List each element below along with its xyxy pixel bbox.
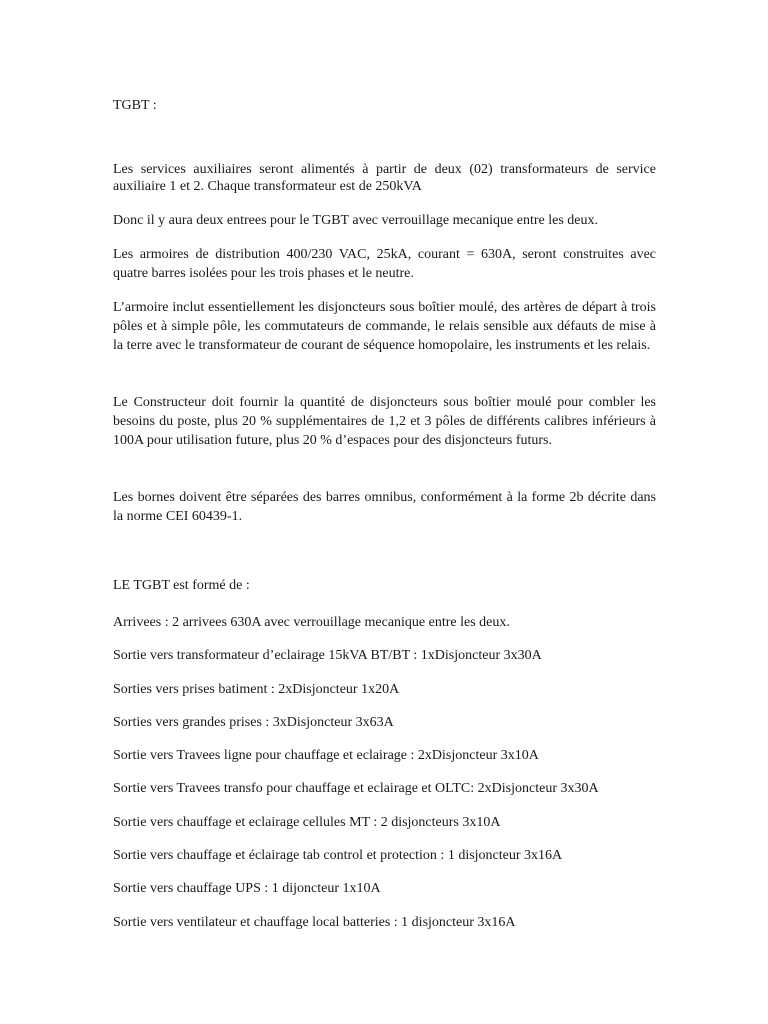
list-item: Sorties vers prises batiment : 2xDisjoncteur 1x20A	[113, 681, 400, 697]
list-item: Sortie vers chauffage UPS : 1 dijoncteur 1x10A	[113, 881, 381, 897]
paragraph-terminals: Les bornes doivent être séparées des barres omnibus, conformément à la forme 2b décrite dans la norme CEI 60439-1.	[113, 490, 656, 524]
list-item: Arrivees : 2 arrivees 630A avec verrouillage mecanique entre les deux.	[113, 615, 510, 630]
paragraph-constructor-requirements: Le Constructeur doit fournir la quantité de disjoncteurs sous boîtier moulé pour combler les besoins du poste, plus 20 % supplémentaires de 1,2 et 3 pôles de différents calibres inférieurs à 100A pour utilisation future, plus 20 % d’espaces pour des disjoncteurs futurs.	[113, 395, 656, 448]
list-item: Sortie vers transformateur d’eclairage 15kVA BT/BT : 1xDisjoncteur 3x30A	[113, 648, 542, 664]
paragraph-entries: Donc il y aura deux entrees pour le TGBT avec verrouillage mecanique entre les deux.	[113, 213, 599, 228]
list-item: Sortie vers Travees ligne pour chauffage et eclairage : 2xDisjoncteur 3x10A	[113, 748, 539, 764]
list-item: Sortie vers chauffage et eclairage cellules MT : 2 disjoncteurs 3x10A	[113, 814, 501, 830]
list-item: Sortie vers chauffage et éclairage tab control et protection : 1 disjoncteur 3x16A	[113, 848, 563, 864]
paragraph-cabinet-contents: L’armoire inclut essentiellement les disjoncteurs sous boîtier moulé, des artères de départ à trois pôles et à simple pôle, les commutateurs de commande, le relais sensible aux défauts de mise à la terre avec le transformateur de courant de séquence homopolaire, les instruments et les relais.	[113, 300, 656, 353]
composition-list	[113, 614, 599, 947]
paragraph-auxiliary-services: Les services auxiliaires seront alimentés à partir de deux (02) transformateurs de service auxiliaire 1 et 2. Chaque transformateur est de 250kVA	[113, 162, 656, 194]
document-heading: TGBT :	[113, 98, 157, 113]
list-item: Sortie vers ventilateur et chauffage local batteries : 1 disjoncteur 3x16A	[113, 914, 516, 930]
list-item: Sorties vers grandes prises : 3xDisjoncteur 3x63A	[113, 714, 394, 730]
composition-heading: LE TGBT est formé de :	[113, 578, 250, 593]
list-item: Sortie vers Travees transfo pour chauffage et eclairage et OLTC: 2xDisjoncteur 3x30A	[113, 781, 599, 797]
paragraph-distribution-cabinets: Les armoires de distribution 400/230 VAC, 25kA, courant = 630A, seront construites avec quatre barres isolées pour les trois phases et le neutre.	[113, 247, 656, 281]
